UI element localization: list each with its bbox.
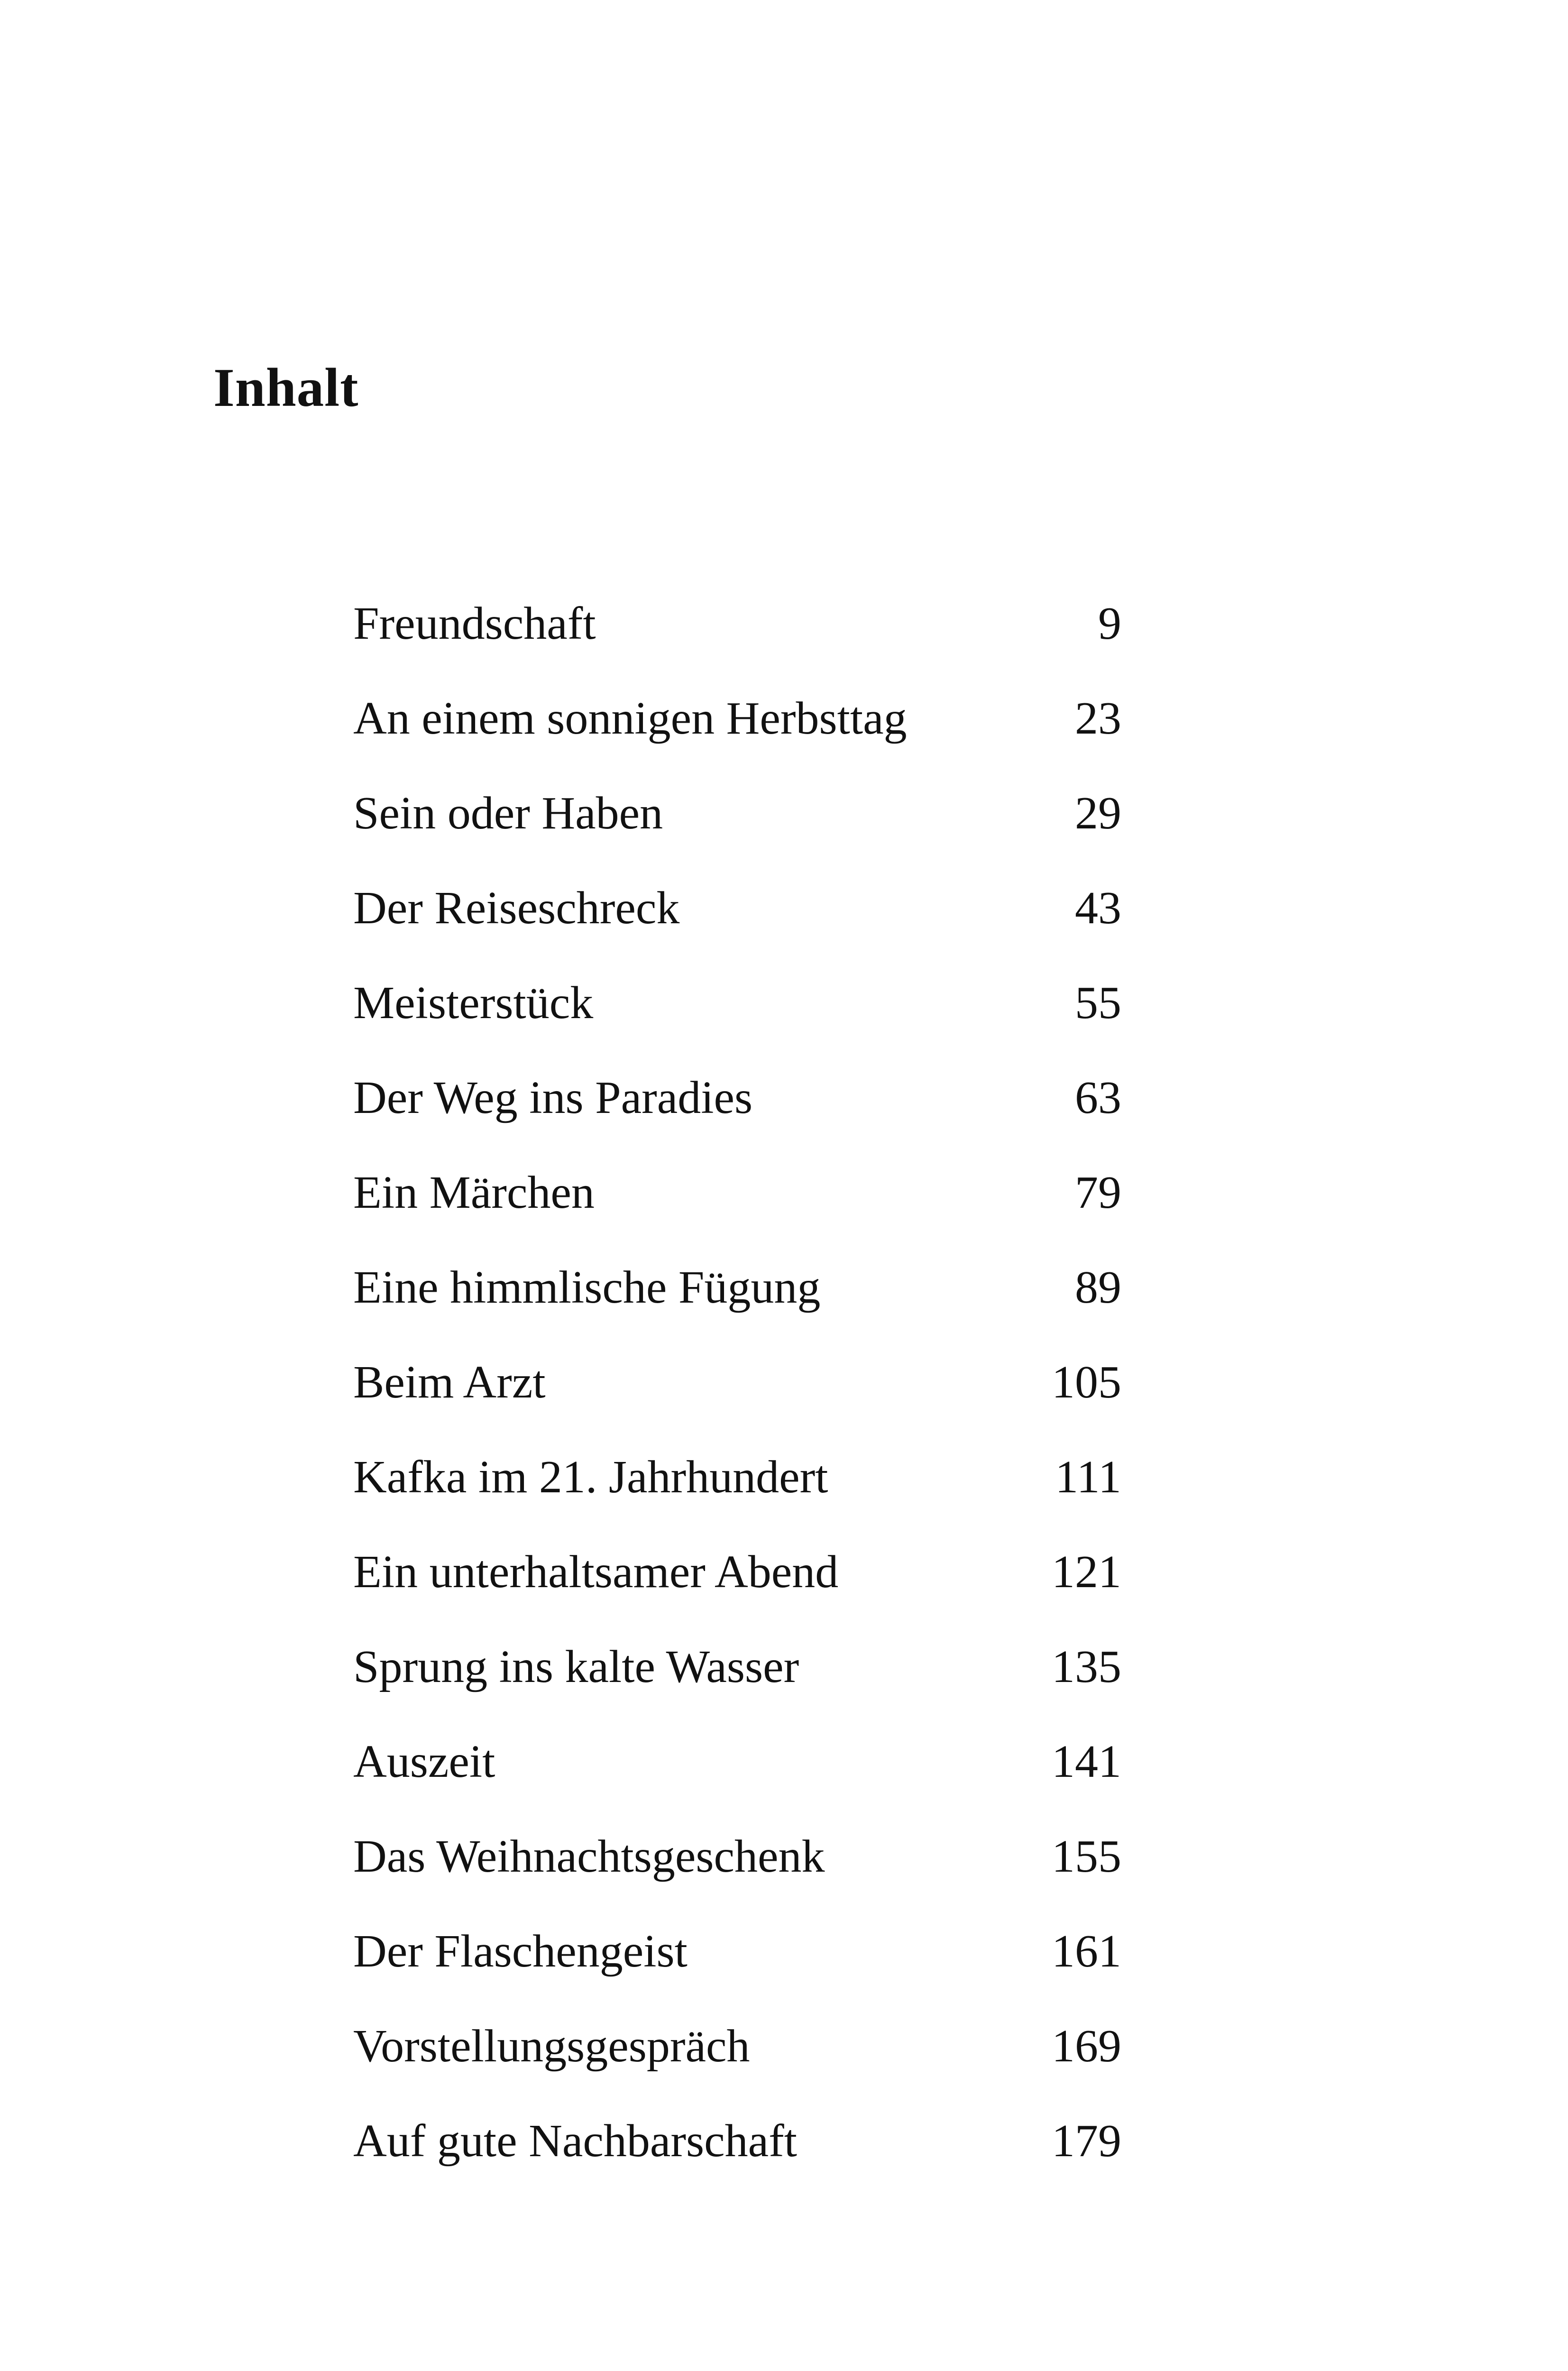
- toc-entry: [353, 2013, 1121, 2108]
- toc-entry-page: 161: [1052, 1926, 1121, 1977]
- toc-entry-title: Freundschaft: [353, 598, 596, 649]
- toc-entry: [353, 1065, 1121, 1159]
- toc-entry: [353, 1728, 1121, 1823]
- toc-entry: [353, 590, 1121, 685]
- toc-entry-page: 43: [1075, 882, 1121, 934]
- toc-entry-page: 155: [1052, 1831, 1121, 1882]
- toc-entry-page: 89: [1075, 1262, 1121, 1313]
- toc-entry-page: 63: [1075, 1072, 1121, 1123]
- toc-entry-page: 55: [1075, 977, 1121, 1029]
- toc-entry-title: Kafka im 21. Jahrhundert: [353, 1452, 828, 1503]
- toc-entry: [353, 2108, 1121, 2203]
- toc-entry: [353, 1539, 1121, 1634]
- toc-entry: [353, 1444, 1121, 1539]
- toc-entry-title: Vorstellungsgespräch: [353, 2021, 750, 2072]
- toc-entry-title: Sprung ins kalte Wasser: [353, 1641, 799, 1692]
- toc-entry-page: 111: [1055, 1452, 1121, 1503]
- toc-entry-page: 135: [1052, 1641, 1121, 1692]
- toc-entry: [353, 875, 1121, 970]
- toc-entry: [353, 1823, 1121, 1918]
- toc-entry-page: 105: [1052, 1357, 1121, 1408]
- toc-entry-page: 29: [1075, 788, 1121, 839]
- toc-entry-title: Beim Arzt: [353, 1357, 546, 1408]
- toc-entry-page: 141: [1052, 1736, 1121, 1787]
- toc-entry: [353, 780, 1121, 875]
- toc-entry-page: 9: [1098, 598, 1121, 649]
- toc-entry-title: Der Reiseschreck: [353, 882, 680, 934]
- toc-heading: Inhalt: [213, 358, 359, 418]
- toc-entry-page: 179: [1052, 2115, 1121, 2167]
- toc-entry-page: 79: [1075, 1167, 1121, 1218]
- toc-entry-title: Der Flaschengeist: [353, 1926, 688, 1977]
- toc-entry: [353, 1349, 1121, 1444]
- toc-entry-title: Ein unterhaltsamer Abend: [353, 1546, 839, 1598]
- toc-entry: [353, 1918, 1121, 2013]
- toc-entry: [353, 685, 1121, 780]
- toc-entry-title: Das Weihnachtsgeschenk: [353, 1831, 825, 1882]
- toc-entry-title: Ein Märchen: [353, 1167, 595, 1218]
- toc-entry-title: Eine himmlische Fügung: [353, 1262, 821, 1313]
- toc-entry-title: Auf gute Nachbarschaft: [353, 2115, 798, 2167]
- toc-entry: [353, 1159, 1121, 1254]
- toc-entry-page: 169: [1052, 2021, 1121, 2072]
- toc-entry-title: Meisterstück: [353, 977, 594, 1029]
- toc-entry: [353, 1254, 1121, 1349]
- toc-list: [353, 590, 1121, 2203]
- toc-entry-title: Auszeit: [353, 1736, 495, 1787]
- toc-entry: [353, 970, 1121, 1065]
- toc-entry: [353, 1634, 1121, 1728]
- toc-entry-title: Der Weg ins Paradies: [353, 1072, 753, 1123]
- toc-entry-title: Sein oder Haben: [353, 788, 663, 839]
- toc-entry-page: 23: [1075, 693, 1121, 744]
- toc-entry-page: 121: [1052, 1546, 1121, 1598]
- toc-entry-title: An einem sonnigen Herbsttag: [353, 693, 907, 744]
